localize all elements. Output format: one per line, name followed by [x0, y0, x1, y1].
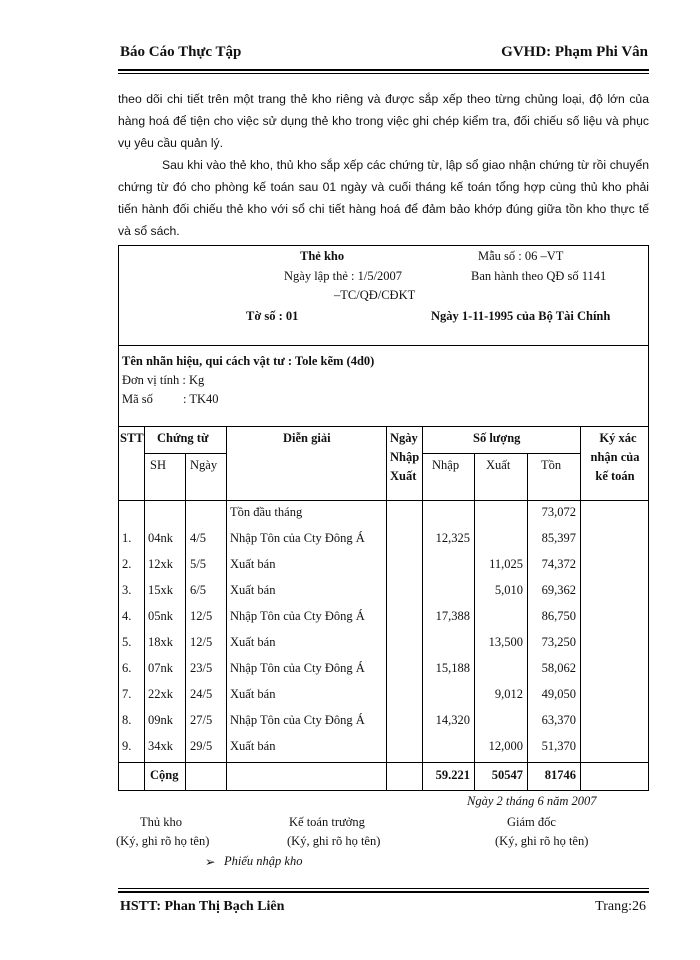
cell-balance: 69,362 [541, 583, 576, 597]
cell-stt: 7. [122, 687, 132, 701]
cell-desc: Xuất bán [230, 739, 276, 753]
col-rule [226, 426, 227, 791]
next-section-heading: Phiếu nhập kho [224, 854, 303, 868]
cell-out: 13,500 [488, 635, 523, 649]
cell-stt: 4. [122, 609, 132, 623]
cell-balance: 58,062 [541, 661, 576, 675]
card-title: Thẻ kho [300, 249, 345, 263]
cell-sh: 09nk [148, 713, 173, 727]
form-number: Mẫu số : 06 –VT [478, 249, 564, 263]
th-in: Nhập [432, 458, 460, 472]
cell-ngay: 6/5 [190, 583, 206, 597]
cell-sh: 04nk [148, 531, 173, 545]
cell-sh: 34xk [148, 739, 173, 753]
total-balance: 81746 [544, 768, 576, 782]
cell-in: 14,320 [435, 713, 470, 727]
th-quantity: Số lượng [473, 431, 521, 445]
cell-stt: 3. [122, 583, 132, 597]
decree-code: –TC/QĐ/CĐKT [334, 288, 416, 302]
opening-desc: Tồn đầu tháng [230, 505, 303, 519]
chief-accountant-title: Kế toán trưởng [289, 815, 365, 829]
qty-sub-rule [422, 453, 580, 454]
cell-ngay: 29/5 [190, 739, 213, 753]
item-name: Tên nhãn hiệu, qui cách vật tư : Tole kẽm (4d0) [122, 354, 375, 368]
cell-balance: 73,250 [541, 635, 576, 649]
th-sign-2: nhận của [590, 450, 640, 464]
table-top-rule [118, 426, 649, 427]
cell-stt: 5. [122, 635, 132, 649]
th-date-io-1: Ngày [390, 431, 418, 445]
cell-balance: 86,750 [541, 609, 576, 623]
th-date-io-3: Xuất [390, 469, 417, 483]
th-desc: Diễn giải [283, 431, 331, 445]
cell-desc: Xuất bán [230, 635, 276, 649]
code-value: : TK40 [183, 392, 219, 406]
cell-in: 17,388 [435, 609, 470, 623]
cell-ngay: 5/5 [190, 557, 206, 571]
cell-sh: 18xk [148, 635, 173, 649]
th-date-io-2: Nhập [390, 450, 420, 464]
cell-sh: 15xk [148, 583, 173, 597]
cell-stt: 2. [122, 557, 132, 571]
total-top-rule [118, 762, 649, 763]
header-left: Báo Cáo Thực Tập [120, 44, 242, 60]
header-right: GVHD: Phạm Phi Vân [501, 44, 648, 60]
cell-out: 12,000 [488, 739, 523, 753]
cell-out: 11,025 [489, 557, 523, 571]
total-in: 59.221 [435, 768, 470, 782]
cell-out: 9,012 [494, 687, 523, 701]
col-rule [185, 453, 186, 791]
cell-desc: Xuất bán [230, 583, 276, 597]
th-voucher: Chứng từ [157, 431, 209, 445]
col-rule [386, 426, 387, 791]
cell-balance: 74,372 [541, 557, 576, 571]
cell-balance: 51,370 [541, 739, 576, 753]
total-label: Cộng [150, 768, 179, 782]
unit: Đơn vị tính : Kg [122, 373, 205, 387]
decree-date: Ngày 1-11-1995 của Bộ Tài Chính [431, 309, 611, 323]
cell-ngay: 27/5 [190, 713, 213, 727]
cell-desc: Nhập Tôn của Cty Đông Á [230, 531, 365, 545]
cell-desc: Xuất bán [230, 557, 276, 571]
footer-rule [118, 891, 649, 893]
cell-ngay: 12/5 [190, 635, 213, 649]
accountant-sign-note: (Ký, ghi rõ họ tên) [287, 834, 381, 848]
total-out: 50547 [491, 768, 523, 782]
cell-sh: 22xk [148, 687, 173, 701]
bullet-arrow-icon: ➢ [205, 855, 216, 869]
paragraph-2: Sau khi vào thẻ kho, thủ kho sắp xếp các chứng từ, lập sổ giao nhận chứng từ rồi chuyển chứng từ đó cho phòng kế toán sau 01 ngày và cuối tháng kế toán tổng hợp cùng thủ kho phải tiến hành đối chiếu thẻ kho với sổ chi tiết hàng hoá để đảm bảo khớp đúng giữa tồn kho thực tế và sổ sách. [118, 158, 649, 238]
storekeeper-sign-note: (Ký, ghi rõ họ tên) [116, 834, 210, 848]
cell-stt: 1. [122, 531, 132, 545]
opening-balance: 73,072 [541, 505, 576, 519]
th-balance: Tồn [541, 458, 562, 472]
cell-ngay: 24/5 [190, 687, 213, 701]
cell-sh: 07nk [148, 661, 173, 675]
th-out: Xuất [486, 458, 511, 472]
th-sign-3: kế toán [595, 469, 635, 483]
cell-ngay: 4/5 [190, 531, 206, 545]
cell-ngay: 23/5 [190, 661, 213, 675]
col-rule [580, 426, 581, 791]
cell-desc: Nhập Tôn của Cty Đông Á [230, 713, 365, 727]
paragraph-1: theo dõi chi tiết trên một trang thẻ kho riêng và được sắp xếp theo từng chủng loại, độ lớn của hàng hoá để tiện cho việc sử dụng thẻ kho trong việc ghi chép kiểm tra, đối chiếu số liệu và phục vụ yêu cầu quản lý. [118, 92, 649, 150]
cell-stt: 8. [122, 713, 132, 727]
cell-in: 15,188 [435, 661, 470, 675]
cell-desc: Nhập Tôn của Cty Đông Á [230, 609, 365, 623]
card-divider [118, 345, 649, 346]
th-stt: STT [120, 431, 144, 445]
th-sh: SH [150, 458, 166, 472]
cell-sh: 05nk [148, 609, 173, 623]
cell-desc: Nhập Tôn của Cty Đông Á [230, 661, 365, 675]
director-sign-note: (Ký, ghi rõ họ tên) [495, 834, 589, 848]
cell-balance: 49,050 [541, 687, 576, 701]
card-date: Ngày lập thẻ : 1/5/2007 [284, 269, 403, 283]
signoff-date: Ngày 2 tháng 6 năm 2007 [467, 794, 597, 808]
th-ngay: Ngày [190, 458, 218, 472]
cell-out: 5,010 [494, 583, 523, 597]
col-rule [144, 426, 145, 791]
sheet-number: Tờ số : 01 [246, 309, 299, 323]
header-rule [118, 69, 649, 71]
issued-by: Ban hành theo QĐ số 1141 [471, 269, 607, 283]
cell-in: 12,325 [435, 531, 470, 545]
cell-stt: 9. [122, 739, 132, 753]
footer-left: HSTT: Phan Thị Bạch Liên [120, 899, 285, 914]
cell-balance: 85,397 [541, 531, 576, 545]
director-title: Giám đốc [507, 815, 556, 829]
footer-rule-thin [118, 888, 649, 889]
header-rule-thin [118, 73, 649, 74]
cell-stt: 6. [122, 661, 132, 675]
cell-ngay: 12/5 [190, 609, 213, 623]
cell-sh: 12xk [148, 557, 173, 571]
cell-balance: 63,370 [541, 713, 576, 727]
storekeeper-title: Thủ kho [140, 815, 183, 829]
th-sign-1: Ký xác [599, 431, 637, 445]
header-bottom-rule [118, 500, 649, 501]
cell-desc: Xuất bán [230, 687, 276, 701]
code-label: Mã số [122, 392, 153, 406]
page-number: Trang:26 [595, 899, 646, 914]
